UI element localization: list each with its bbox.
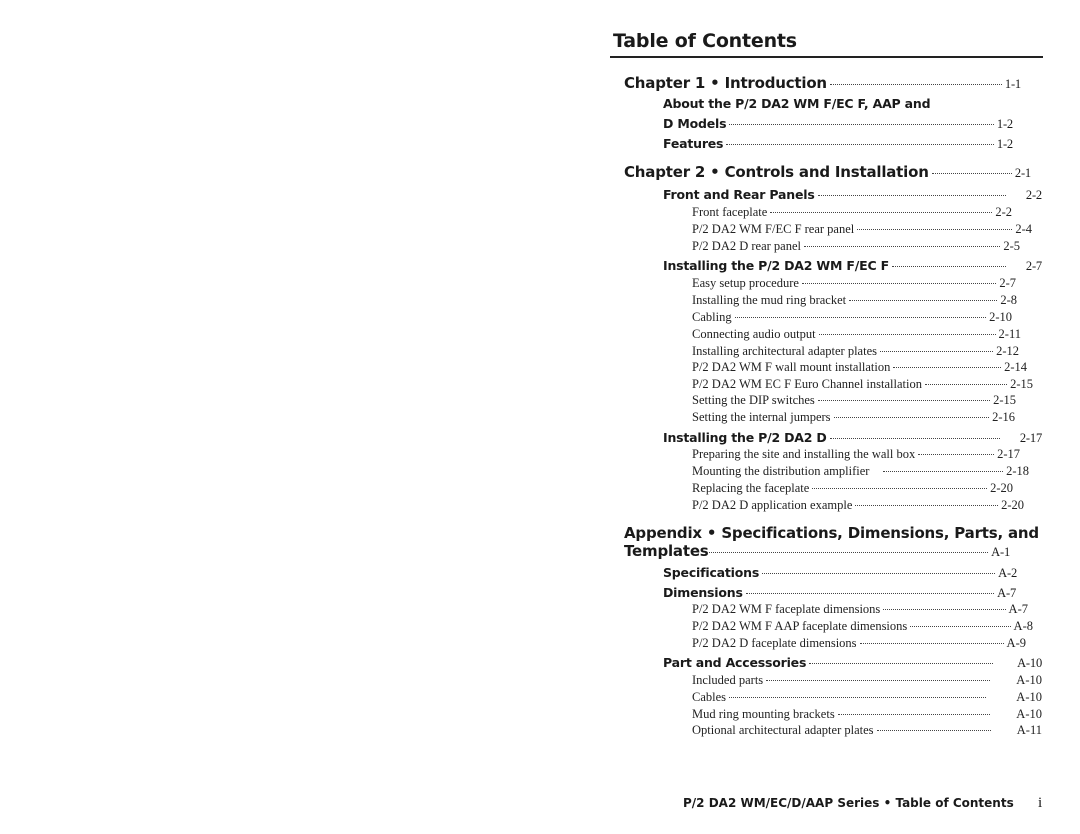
dot-leader xyxy=(802,283,996,284)
dot-leader xyxy=(819,334,996,335)
toc-label: Cables xyxy=(692,690,727,704)
toc-entry[interactable] xyxy=(692,481,1013,499)
toc-label: Installing the mud ring bracket xyxy=(692,293,847,307)
toc-page: 2-16 xyxy=(992,410,1015,424)
toc-entry[interactable]: Appendix • Specifications, Dimensions, Parts, and xyxy=(624,524,1039,542)
toc-page: 2-15 xyxy=(993,393,1016,407)
toc-entry[interactable] xyxy=(692,602,1028,620)
toc-label: Included parts xyxy=(692,673,764,687)
toc-label: P/2 DA2 D application example xyxy=(692,498,853,512)
toc-page: A-7 xyxy=(1008,602,1028,616)
dot-leader xyxy=(818,400,990,401)
dot-leader xyxy=(726,144,994,145)
page-number: i xyxy=(1038,795,1043,811)
toc-entry[interactable] xyxy=(692,393,1016,411)
toc-label: Installing architectural adapter plates xyxy=(692,344,877,358)
toc-page: A-2 xyxy=(998,566,1017,580)
toc-page: 2-17 xyxy=(997,447,1020,461)
dot-leader xyxy=(918,454,994,455)
toc-page: 2-17 xyxy=(1019,431,1042,445)
dot-leader xyxy=(766,680,990,681)
dot-leader xyxy=(925,384,1007,385)
toc-page: A-10 xyxy=(1016,707,1042,721)
toc-entry[interactable] xyxy=(663,565,1017,583)
toc-label: Mud ring mounting brackets xyxy=(692,707,835,721)
toc-label: Dimensions xyxy=(663,585,743,600)
toc-entry[interactable] xyxy=(692,723,1042,741)
toc-label: Specifications xyxy=(663,565,760,580)
toc-label: Part and Accessories xyxy=(663,655,807,670)
toc-entry[interactable] xyxy=(663,116,1013,134)
toc-entry[interactable] xyxy=(663,585,1016,603)
dot-leader xyxy=(834,417,990,418)
dot-leader xyxy=(877,730,991,731)
dot-leader xyxy=(892,266,1006,267)
dot-leader xyxy=(849,300,997,301)
toc-page: 2-1 xyxy=(1014,166,1031,180)
toc-page: 1-1 xyxy=(1004,77,1021,91)
toc-entry[interactable] xyxy=(692,636,1026,654)
toc-entry[interactable] xyxy=(624,74,1021,92)
dot-leader xyxy=(860,643,1004,644)
toc-label: P/2 DA2 WM F wall mount installation xyxy=(692,360,891,374)
toc-page: A-1 xyxy=(991,545,1010,559)
toc-label: P/2 DA2 WM F/EC F rear panel xyxy=(692,222,855,236)
toc-entry[interactable] xyxy=(692,310,1012,328)
toc-entry[interactable] xyxy=(692,690,1042,708)
toc-page: 2-12 xyxy=(996,344,1019,358)
dot-leader xyxy=(812,488,987,489)
dot-leader xyxy=(838,714,991,715)
title-rule xyxy=(610,56,1043,58)
toc-label: Preparing the site and installing the wall box xyxy=(692,447,916,461)
toc-page: 2-2 xyxy=(1025,188,1042,202)
toc-page: A-8 xyxy=(1013,619,1033,633)
toc-page: 2-20 xyxy=(1001,498,1024,512)
toc-page: A-10 xyxy=(1016,690,1042,704)
toc-label: Setting the DIP switches xyxy=(692,393,815,407)
page-title: Table of Contents xyxy=(613,30,797,52)
toc-page: 2-15 xyxy=(1010,377,1033,391)
toc-entry[interactable] xyxy=(692,205,1012,223)
dot-leader xyxy=(883,609,1005,610)
toc-entry[interactable] xyxy=(692,276,1016,294)
toc-page: 2-11 xyxy=(998,327,1021,341)
toc-entry[interactable] xyxy=(692,619,1033,637)
toc-page: 2-18 xyxy=(1006,464,1029,478)
toc-label: Chapter 2 • Controls and Installation xyxy=(624,163,929,181)
dot-leader xyxy=(818,195,1006,196)
toc-label: Setting the internal jumpers xyxy=(692,410,831,424)
toc-entry[interactable] xyxy=(692,293,1017,311)
toc-entry[interactable] xyxy=(663,258,1042,276)
toc-entry[interactable]: About the P/2 DA2 WM F/EC F, AAP and xyxy=(663,96,931,111)
dot-leader xyxy=(804,246,1000,247)
toc-entry[interactable] xyxy=(663,430,1042,448)
toc-entry[interactable] xyxy=(624,163,1031,181)
toc-entry[interactable] xyxy=(692,239,1020,257)
toc-entry[interactable] xyxy=(663,655,1042,673)
toc-label: P/2 DA2 D rear panel xyxy=(692,239,801,253)
toc-page: A-11 xyxy=(1016,723,1042,737)
toc-label: Chapter 1 • Introduction xyxy=(624,74,827,92)
dot-leader xyxy=(830,438,1000,439)
toc-page: 1-2 xyxy=(996,137,1013,151)
toc-label: Templates xyxy=(624,542,709,560)
dot-leader xyxy=(932,173,1012,174)
dot-leader xyxy=(729,697,986,698)
toc-label: P/2 DA2 WM F AAP faceplate dimensions xyxy=(692,619,908,633)
toc-page: 1-2 xyxy=(996,117,1013,131)
dot-leader xyxy=(709,552,989,553)
toc-page: 2-5 xyxy=(1003,239,1020,253)
dot-leader xyxy=(746,593,994,594)
footer-text: P/2 DA2 WM/EC/D/AAP Series • Table of Contents xyxy=(683,796,1014,810)
toc-page: A-10 xyxy=(1017,656,1042,670)
dot-leader xyxy=(857,229,1012,230)
toc-label: P/2 DA2 D faceplate dimensions xyxy=(692,636,857,650)
toc-label: Replacing the faceplate xyxy=(692,481,810,495)
toc-entry[interactable] xyxy=(692,327,1021,345)
toc-entry[interactable] xyxy=(624,542,1010,560)
dot-leader xyxy=(883,471,1003,472)
toc-label: Installing the P/2 DA2 WM F/EC F xyxy=(663,258,889,273)
toc-label: Installing the P/2 DA2 D xyxy=(663,430,827,445)
dot-leader xyxy=(762,573,995,574)
dot-leader xyxy=(893,367,1001,368)
toc-entry[interactable] xyxy=(692,410,1015,428)
toc-page: 2-4 xyxy=(1015,222,1032,236)
toc-entry[interactable] xyxy=(663,187,1042,205)
toc-page: 2-7 xyxy=(1025,259,1042,273)
toc-label: Front and Rear Panels xyxy=(663,187,815,202)
toc-page: 2-2 xyxy=(995,205,1012,219)
toc-label: Cabling xyxy=(692,310,732,324)
toc-label: P/2 DA2 WM EC F Euro Channel installation xyxy=(692,377,922,391)
dot-leader xyxy=(770,212,992,213)
dot-leader xyxy=(735,317,986,318)
toc-entry[interactable] xyxy=(663,136,1013,154)
toc-label: Mounting the distribution amplifier xyxy=(692,464,870,478)
toc-entry[interactable] xyxy=(692,447,1020,465)
toc-page: A-7 xyxy=(997,586,1016,600)
dot-leader xyxy=(809,663,993,664)
toc-entry[interactable] xyxy=(692,464,1029,482)
toc-page: 2-7 xyxy=(999,276,1016,290)
toc-page: 2-20 xyxy=(990,481,1013,495)
dot-leader xyxy=(729,124,994,125)
toc-page: 2-8 xyxy=(1000,293,1017,307)
toc-page: 2-14 xyxy=(1004,360,1027,374)
toc-label: Features xyxy=(663,136,724,151)
toc-page: A-10 xyxy=(1016,673,1042,687)
toc-page: A-9 xyxy=(1006,636,1026,650)
dot-leader xyxy=(855,505,998,506)
toc-label: Connecting audio output xyxy=(692,327,816,341)
toc-entry[interactable] xyxy=(692,222,1032,240)
toc-label: Easy setup procedure xyxy=(692,276,799,290)
toc-entry[interactable] xyxy=(692,498,1024,516)
toc-label: P/2 DA2 WM F faceplate dimensions xyxy=(692,602,881,616)
toc-label: Front faceplate xyxy=(692,205,768,219)
dot-leader xyxy=(910,626,1010,627)
toc-label: Optional architectural adapter plates xyxy=(692,723,874,737)
toc-entry[interactable] xyxy=(692,360,1027,378)
toc-entry[interactable] xyxy=(692,673,1042,691)
dot-leader xyxy=(830,84,1002,85)
dot-leader xyxy=(880,351,993,352)
toc-page: 2-10 xyxy=(989,310,1012,324)
toc-label: D Models xyxy=(663,116,727,131)
